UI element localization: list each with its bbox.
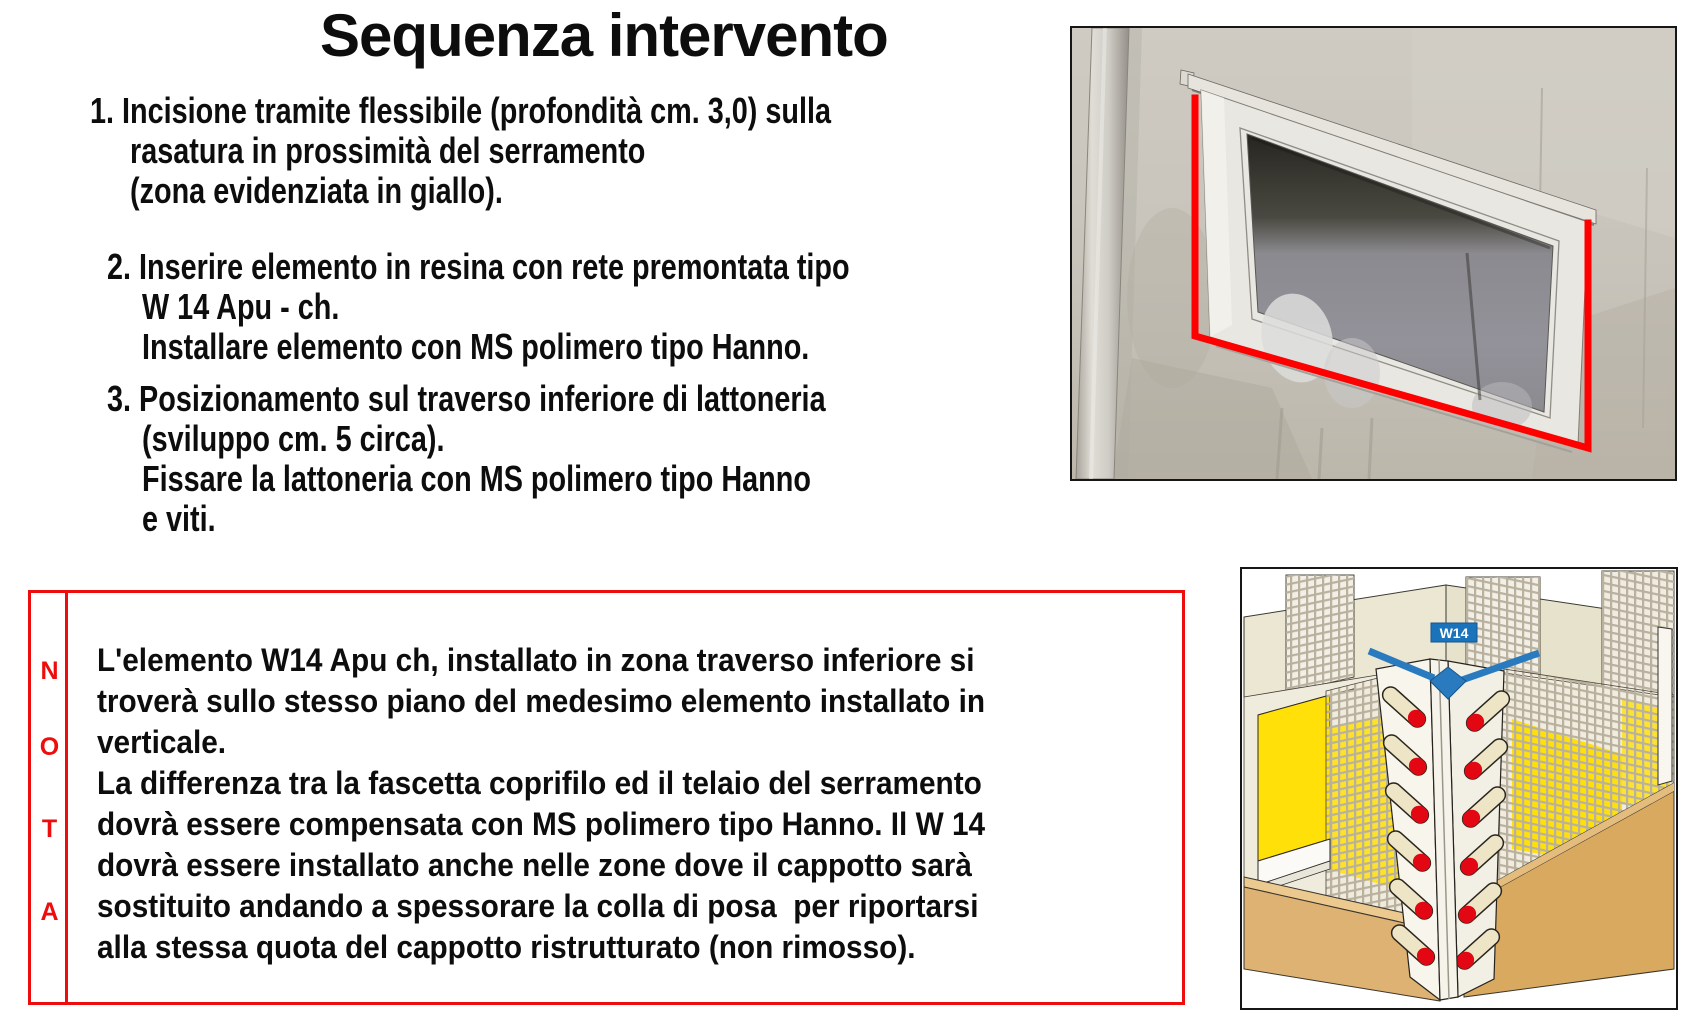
nota-line-8: alla stessa quota del cappotto ristrutturato (non rimosso). [97, 929, 916, 965]
step-2-line-3: Installare elemento con MS polimero tipo Hanno. [142, 326, 810, 367]
nota-line-2: troverà sullo stesso piano del medesimo elemento installato in [97, 683, 986, 719]
nota-letter: O [39, 733, 60, 761]
step-2-line-2: W 14 Apu - ch. [142, 286, 340, 327]
step-3-line-3: Fissare la lattoneria con MS polimero tipo Hanno [142, 458, 811, 499]
nota-line-5: dovrà essere compensata con MS polimero tipo Hanno. Il W 14 [97, 806, 986, 842]
step-3-line-1: 3. Posizionamento sul traverso inferiore di lattoneria [107, 378, 826, 419]
corner-profile-diagram-figure [1240, 567, 1678, 1010]
nota-letter: A [40, 898, 59, 926]
w14-badge-label: W14 [1439, 625, 1469, 641]
nota-box [28, 590, 1185, 1005]
w14-badge [1431, 623, 1477, 642]
nota-text [97, 640, 1052, 968]
step-1-line-1: 1. Incisione tramite flessibile (profondità cm. 3,0) sulla [90, 90, 831, 131]
nota-line-1: L'elemento W14 Apu ch, installato in zona traverso inferiore si [97, 642, 975, 678]
nota-divider [65, 593, 68, 1002]
nota-line-7: sostituito andando a spessorare la colla di posa per riportarsi [97, 888, 979, 924]
nota-line-3: verticale. [97, 724, 227, 760]
window-photo [1072, 28, 1675, 479]
step-1-line-2: rasatura in prossimità del serramento [130, 130, 646, 171]
corner-profile-diagram [1242, 569, 1676, 1008]
page-title: Sequenza intervento [320, 2, 888, 69]
step-3 [107, 379, 1005, 539]
nota-letter: N [40, 657, 59, 685]
nota-line-6: dovrà essere installato anche nelle zone dove il cappotto sarà [97, 847, 972, 883]
step-3-line-2: (sviluppo cm. 5 circa). [142, 418, 445, 459]
nota-letter: T [41, 815, 58, 843]
step-3-line-4: e viti. [142, 498, 216, 539]
step-1-line-3: (zona evidenziata in giallo). [130, 170, 503, 211]
nota-line-4: La differenza tra la fascetta coprifilo ed il telaio del serramento [97, 765, 982, 801]
step-2-line-1: 2. Inserire elemento in resina con rete premontata tipo [107, 246, 850, 287]
step-1 [90, 91, 1016, 211]
step-2 [107, 247, 1035, 367]
window-photo-figure [1070, 26, 1677, 481]
